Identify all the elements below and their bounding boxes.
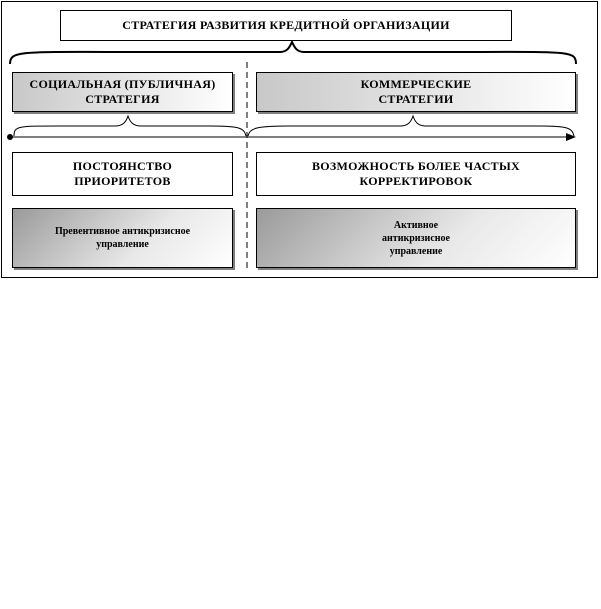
left-brace — [14, 116, 246, 136]
arrow-start-dot — [7, 134, 13, 140]
frequent-adjustments-text: ВОЗМОЖНОСТЬ БОЛЕЕ ЧАСТЫХ КОРРЕКТИРОВОК — [311, 159, 521, 188]
title-text: СТРАТЕГИЯ РАЗВИТИЯ КРЕДИТНОЙ ОРГАНИЗАЦИИ — [122, 18, 450, 32]
preventive-management-box — [12, 208, 233, 268]
commercial-strategy-box — [256, 72, 576, 112]
top-brace — [10, 42, 576, 64]
commercial-strategy-text: КОММЕРЧЕСКИЕ СТРАТЕГИИ — [360, 77, 472, 106]
active-management-text: Активное антикризисное управление — [382, 219, 450, 257]
active-management-box — [256, 208, 576, 268]
frequent-adjustments-box — [256, 152, 576, 196]
social-strategy-box — [12, 72, 233, 112]
priority-constancy-box — [12, 152, 233, 196]
priority-constancy-text: ПОСТОЯНСТВО ПРИОРИТЕТОВ — [72, 159, 173, 188]
preventive-management-text: Превентивное антикризисное управление — [54, 226, 191, 250]
title-box — [60, 10, 512, 41]
social-strategy-text: СОЦИАЛЬНАЯ (ПУБЛИЧНАЯ) СТРАТЕГИЯ — [29, 77, 216, 106]
arrow-head — [566, 133, 576, 141]
right-brace — [248, 116, 574, 136]
